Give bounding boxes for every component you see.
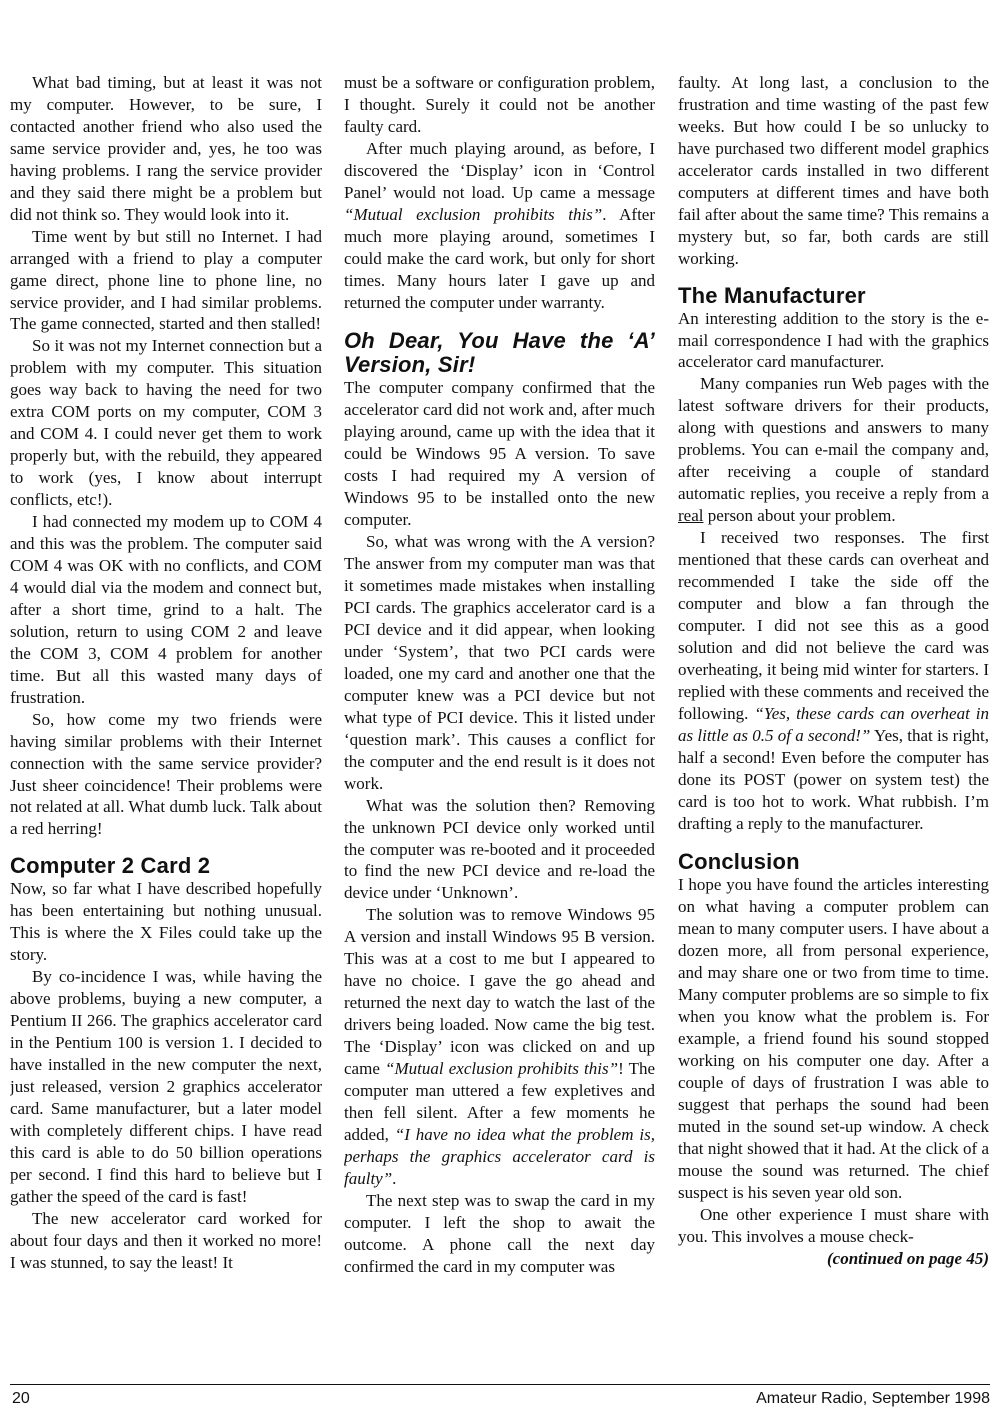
paragraph: By co-incidence I was, while having the above problems, buying a new computer, a Pentium II 266. The graphics accelerator card in the Pentium 100 is version 1. I decided to have installed in the new computer the next, just released, version 2 graphics accelerator card. Same manufacturer, but a later model with completely different chips. I have read this card is able to do 50 billion operations per second. I find this hard to believe but I gather the speed of the card is fast! (10, 967, 322, 1206)
paragraph: The next step was to swap the card in my computer. I left the shop to await the outcome. A phone call the next day confirmed the card in my computer was (344, 1190, 655, 1276)
paragraph: So, what was wrong with the A version? The answer from my computer man was that it sometimes made mistakes when installing PCI cards. The graphics accelerator card is a PCI device and it did appear, when looking under ‘System’, that two PCI cards were loaded, one my card and another one that the computer knew was a PCI device but not what type of PCI device. This it listed under ‘question mark’. This causes a conflict for the computer and the end result is it does not work. (344, 532, 655, 793)
continued-note: (continued on page 45) (827, 1248, 989, 1268)
paragraph: One other experience I must share with you. This involves a mouse check- (678, 1204, 989, 1246)
paragraph: Now, so far what I have described hopefully has been entertaining but nothing unusual. This is where the X Files could take up the story. (10, 879, 322, 965)
paragraph: I had connected my modem up to COM 4 and this was the problem. The computer said COM 4 was OK with no conflicts, and COM 4 would dial via the modem and connect but, after a short time, grind to a halt. The solution, return to using COM 2 and leave the COM 3, COM 4 problem for another time. But all this wasted many days of frustration. (10, 512, 322, 707)
paragraph: The new accelerator card worked for about four days and then it worked no more! I was stunned, to say the least! It (10, 1208, 322, 1272)
paragraph: The solution was to remove Windows 95 A version and install Windows 95 B version. This was at a cost to me but I appeared to have no choice. I gave the go ahead and returned the next day to watch the last of the drivers being loaded. Now came the big test. The ‘Display’ icon was clicked on and up came “Mutual exclusion prohibits this”! The computer man uttered a few expletives and then fell silent. After a few moments he added, “I have no idea what the problem is, perhaps the graphics accelerator card is faulty”. (344, 905, 655, 1188)
publication-footer: Amateur Radio, September 1998 (756, 1390, 990, 1407)
heading-the-manufacturer: The Manufacturer (678, 282, 866, 308)
footer-divider (10, 1384, 990, 1385)
paragraph: Many companies run Web pages with the latest software drivers for their products, along with questions and answers to many problems. You can e-mail the company and, after receiving a couple of standard automatic replies, you receive a reply from a real person about your problem. (678, 374, 989, 526)
paragraph: An interesting addition to the story is the e-mail correspondence I had with the graphics accelerator card manufacturer. (678, 308, 989, 372)
paragraph: I received two responses. The first mentioned that these cards can overheat and recommended I take the side off the computer and blow a fan through the computer. I did not see this as a good solution and did not believe the card was overheating, it being mid winter for starters. I replied with these comments and received the following. “Yes, these cards can overheat in as little as 0.5 of a second!” Yes, that is right, half a second! Even before the computer has done its POST (power on system test) the card is too hot to work. What rubbish. I’m drafting a reply to the manufacturer. (678, 528, 989, 833)
heading-conclusion: Conclusion (678, 849, 800, 875)
paragraph: I hope you have found the articles interesting on what having a computer problem can mean to many computer users. I have about a dozen more, all from personal experience, and may share one or two from time to time. Many computer problems are so simple to fix when you know what the problem is. For example, a friend found his sound stopped working on his computer one day. After a couple of days of frustration I was able to suggest that perhaps the sound had been muted in the sound set-up window. A check that night showed that it had. At the click of a mouse the sound was returned. The chief suspect is his seven year old son. (678, 875, 989, 1202)
column-2 (344, 72, 655, 1322)
page-number: 20 (12, 1390, 30, 1407)
paragraph: must be a software or configuration problem, I thought. Surely it could not be another faulty card. (344, 73, 655, 136)
paragraph: faulty. At long last, a conclusion to the frustration and time wasting of the past few weeks. But how could I be so unlucky to have purchased two different model graphics accelerator cards installed in two different computers at different times and have both fail after about the same time? This remains a mystery but, so far, both cards are still working. (678, 73, 989, 268)
paragraph: After much playing around, as before, I discovered the ‘Display’ icon in ‘Control Panel’ would not load. Up came a message “Mutual exclusion prohibits this”. After much more playing around, sometimes I could make the card work, but only for short times. Many hours later I gave up and returned the computer under warranty. (344, 138, 655, 312)
paragraph: The computer company confirmed that the accelerator card did not work and, after much playing around, came up with the idea that it could be Windows 95 A version. To save costs I had required my A version of Windows 95 to be installed onto the new computer. (344, 378, 655, 530)
paragraph: So, how come my two friends were having similar problems with their Internet connection with the same service provider? Just sheer coincidence! Their problems were not related at all. What dumb luck. Talk about a red herring! (10, 709, 322, 839)
paragraph: What was the solution then? Removing the unknown PCI device only worked until the computer was re-booted and it proceeded to find the new PCI device and re-load the device under ‘Unknown’. (344, 795, 655, 903)
column-1 (10, 72, 322, 1322)
column-3 (678, 72, 989, 1322)
heading-computer-2-card-2: Computer 2 Card 2 (10, 853, 211, 879)
paragraph: So it was not my Internet connection but a problem with my computer. This situation goes way back to having the need for two extra COM ports on my computer, COM 3 and COM 4. I could never get them to work properly but, with the rebuild, they appeared to work (yes, I know about interrupt conflicts, etc!). (10, 336, 322, 510)
paragraph: What bad timing, but at least it was not my computer. However, to be sure, I contacted another friend who also used the same service provider and, yes, he too was having problems. I rang the service provider and they said there might be a problem but did not think so. They would look into it. (10, 73, 322, 224)
heading-oh-dear: Oh Dear, You Have the ‘A’ Version, Sir! (344, 328, 655, 378)
paragraph: Time went by but still no Internet. I had arranged with a friend to play a computer game direct, phone line to phone line, no service provider, and I had similar problems. The game connected, started and then stalled! (10, 226, 322, 334)
